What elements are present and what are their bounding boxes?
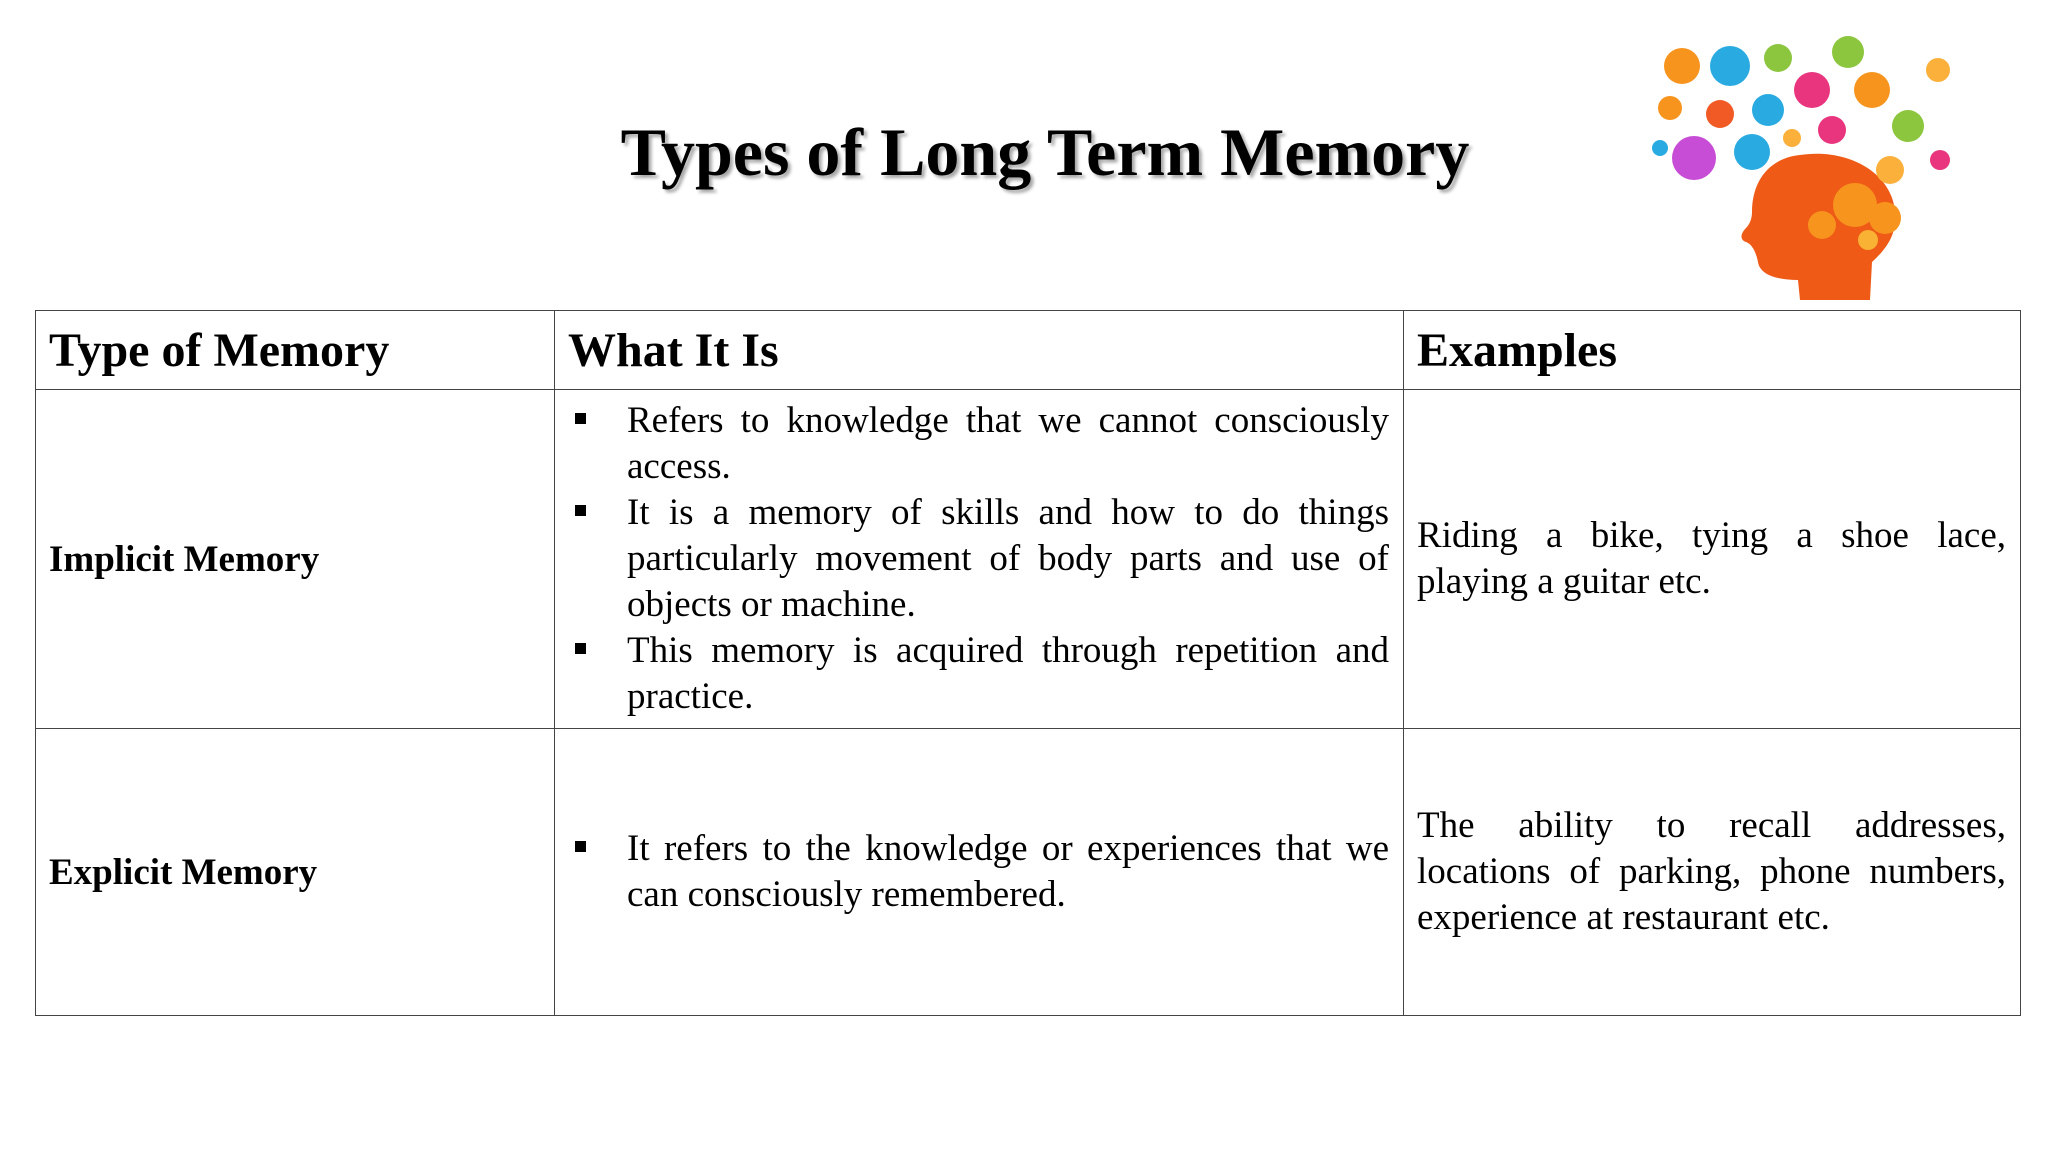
list-item [575, 398, 1389, 490]
memory-type-label: Explicit Memory [36, 729, 555, 1016]
table-header-row [36, 311, 2021, 390]
table-row [36, 390, 2021, 729]
square-bullet-icon [575, 413, 586, 424]
memory-description [555, 390, 1404, 729]
bullet-text: This memory is acquired through repetition and practice. [627, 630, 1389, 717]
memory-type-label: Implicit Memory [36, 390, 555, 729]
examples-text: The ability to recall addresses, locations of parking, phone numbers, experience at restaurant etc. [1417, 805, 2006, 938]
list-item [575, 490, 1389, 628]
bullet-text: It is a memory of skills and how to do things particularly movement of body parts and use of objects or machine. [627, 492, 1389, 625]
square-bullet-icon [575, 505, 586, 516]
square-bullet-icon [575, 841, 586, 852]
table-row [36, 729, 2021, 1016]
slide-title: Types of Long Term Memory [620, 114, 1470, 190]
header-examples: Examples [1404, 311, 2021, 390]
examples-text: Riding a bike, tying a shoe lace, playing a guitar etc. [1417, 515, 2006, 602]
header-type-of-memory: Type of Memory [36, 311, 555, 390]
memory-examples [1404, 390, 2021, 729]
bullet-text: Refers to knowledge that we cannot consciously access. [627, 400, 1389, 487]
list-item [575, 826, 1389, 918]
memory-examples [1404, 729, 2021, 1016]
bullet-list [575, 826, 1389, 918]
square-bullet-icon [575, 643, 586, 654]
memory-types-table [35, 310, 2021, 1016]
bullet-text: It refers to the knowledge or experiences that we can consciously remembered. [627, 828, 1389, 915]
list-item [575, 628, 1389, 720]
memory-description [555, 729, 1404, 1016]
bullet-list [575, 398, 1389, 720]
header-what-it-is: What It Is [555, 311, 1404, 390]
brain-head-icon [1640, 30, 1960, 300]
